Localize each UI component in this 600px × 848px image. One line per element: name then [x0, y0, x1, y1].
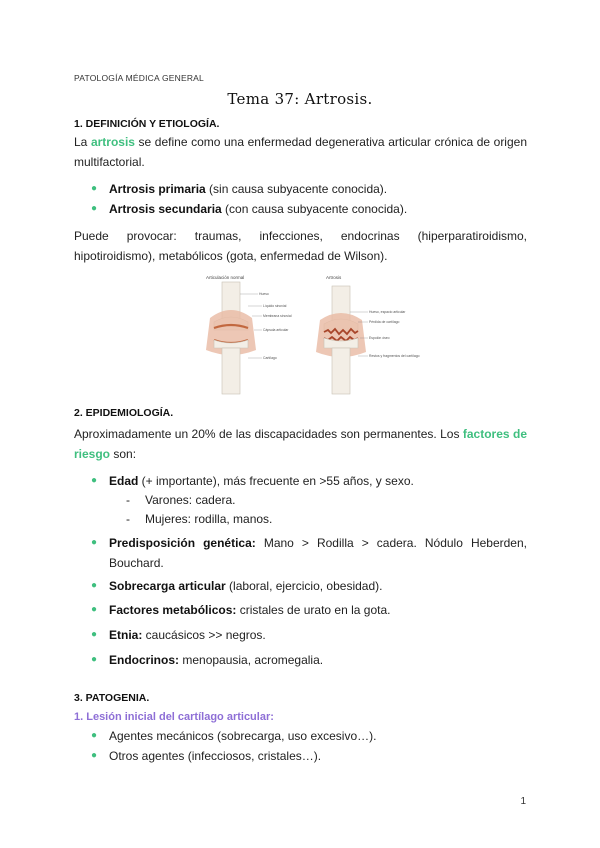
bullet-dot-icon: ●: [91, 475, 98, 486]
term-factores-de-riesgo: factores de riesgo: [74, 427, 527, 461]
item-bold: Endocrinos:: [109, 653, 180, 667]
item-bold: Factores metabólicos:: [109, 603, 237, 617]
normal-joint-figure: [206, 282, 256, 394]
epidemiology-paragraph: [74, 424, 527, 464]
item-text: (+ importante), más frecuente en >55 años, y sexo.: [138, 474, 414, 488]
item-bold: Predisposición genética:: [109, 536, 256, 550]
list-item: [74, 199, 527, 219]
list-item: [74, 746, 527, 766]
bullet-dot-icon: ●: [91, 654, 98, 665]
list-item: [74, 600, 527, 620]
item-text: menopausia, acromegalia.: [179, 653, 324, 667]
list-item: [74, 533, 527, 573]
label-perdida-cartilago: Pérdida de cartílago: [369, 320, 400, 324]
item-bold: Sobrecarga articular: [109, 579, 226, 593]
label-cartilago: Cartílago: [263, 356, 277, 360]
right-caption: Artrosis: [326, 275, 342, 280]
item-bold: Artrosis primaria: [109, 182, 206, 196]
risk-factor-metabolicos: [74, 600, 527, 620]
sub-item-text: Varones: cadera.: [145, 493, 236, 507]
term-artrosis: artrosis: [90, 135, 135, 149]
arthritic-joint-figure: [316, 286, 366, 394]
definition-text-b: se define como una enfermedad degenerativa articular crónica de origen multifactorial.: [74, 135, 527, 169]
sub-item-varones: [0, 490, 600, 510]
bullet-dot-icon: ●: [91, 537, 98, 548]
document-header: PATOLOGÍA MÉDICA GENERAL: [74, 73, 204, 83]
item-text: Mano > Rodilla > cadera. Nódulo Heberden, Bouchard.: [109, 536, 527, 570]
item-text: Agentes mecánicos (sobrecarga, uso excesivo…).: [109, 729, 377, 743]
bullet-dot-icon: ●: [91, 629, 98, 640]
definition-paragraph: [74, 132, 527, 172]
section-heading-definicion: 1. DEFINICIÓN Y ETIOLOGÍA.: [74, 118, 220, 130]
risk-factor-sobrecarga: [74, 576, 527, 596]
item-text: cristales de urato en la gota.: [236, 603, 391, 617]
bullet-dot-icon: ●: [91, 203, 98, 214]
sub-item-text: Mujeres: rodilla, manos.: [145, 512, 273, 526]
risk-factor-genetica: [74, 533, 527, 573]
causes-paragraph: Puede provocar: traumas, infecciones, endocrinas (hiperparatiroidismo, hipotiroidismo), metabólicos (gota, enfermedad de Wilson).: [74, 229, 527, 263]
item-text: Otros agentes (infecciosos, cristales…).: [109, 749, 322, 763]
item-text: (sin causa subyacente conocida).: [205, 182, 388, 196]
bullet-dot-icon: ●: [91, 183, 98, 194]
dash-icon: -: [126, 512, 130, 526]
definition-text-a: La: [74, 135, 91, 149]
list-item: [74, 650, 527, 670]
page-number: 1: [520, 796, 526, 807]
label-espacio-articular: Hueso, espacio articular: [369, 310, 406, 314]
dash-icon: -: [126, 493, 130, 507]
item-text: caucásicos >> negros.: [142, 628, 266, 642]
sub-item-mujeres: [0, 509, 600, 529]
epidemiology-text-b: son:: [110, 447, 137, 461]
bullet-dot-icon: ●: [91, 730, 98, 741]
item-text: (con causa subyacente conocida).: [221, 202, 408, 216]
section-heading-epidemiologia: 2. EPIDEMIOLOGÍA.: [74, 407, 174, 419]
item-bold: Edad: [109, 474, 139, 488]
label-membrana-sinovial: Membrana sinovial: [263, 314, 292, 318]
bullet-dot-icon: ●: [91, 580, 98, 591]
label-liquido-sinovial: Líquido sinovial: [263, 304, 287, 308]
list-item: [74, 726, 527, 746]
bullet-dot-icon: ●: [91, 604, 98, 615]
list-item: [74, 179, 527, 199]
subsection-heading-lesion: 1. Lesión inicial del cartílago articular:: [74, 711, 274, 723]
label-capsula-articular: Cápsula articular: [263, 328, 289, 332]
epidemiology-text-a: Aproximadamente un 20% de las discapacidades son permanentes. Los: [74, 427, 463, 441]
page-title: Tema 37: Artrosis.: [227, 90, 373, 108]
list-item: [74, 576, 527, 596]
pathogenesis-list: [74, 726, 527, 766]
label-espolon-oseo: Espolón óseo: [369, 336, 390, 340]
list-item: [74, 625, 527, 645]
item-bold: Artrosis secundaria: [109, 202, 222, 216]
item-bold: Etnia:: [109, 628, 143, 642]
list-item: [74, 471, 527, 491]
risk-factor-edad: [74, 471, 527, 491]
left-caption: Articulación normal: [206, 275, 245, 280]
label-restos-fragmentos: Restos y fragmentos del cartílago: [369, 354, 420, 358]
risk-factor-etnia: [74, 625, 527, 645]
bullet-dot-icon: ●: [91, 750, 98, 761]
section-heading-patogenia: 3. PATOGENIA.: [74, 692, 150, 704]
item-text: (laboral, ejercicio, obesidad).: [225, 579, 383, 593]
types-list: [74, 179, 527, 219]
joint-illustration: [200, 272, 420, 396]
risk-factor-endocrinos: [74, 650, 527, 670]
label-hueso: Hueso: [259, 292, 269, 296]
